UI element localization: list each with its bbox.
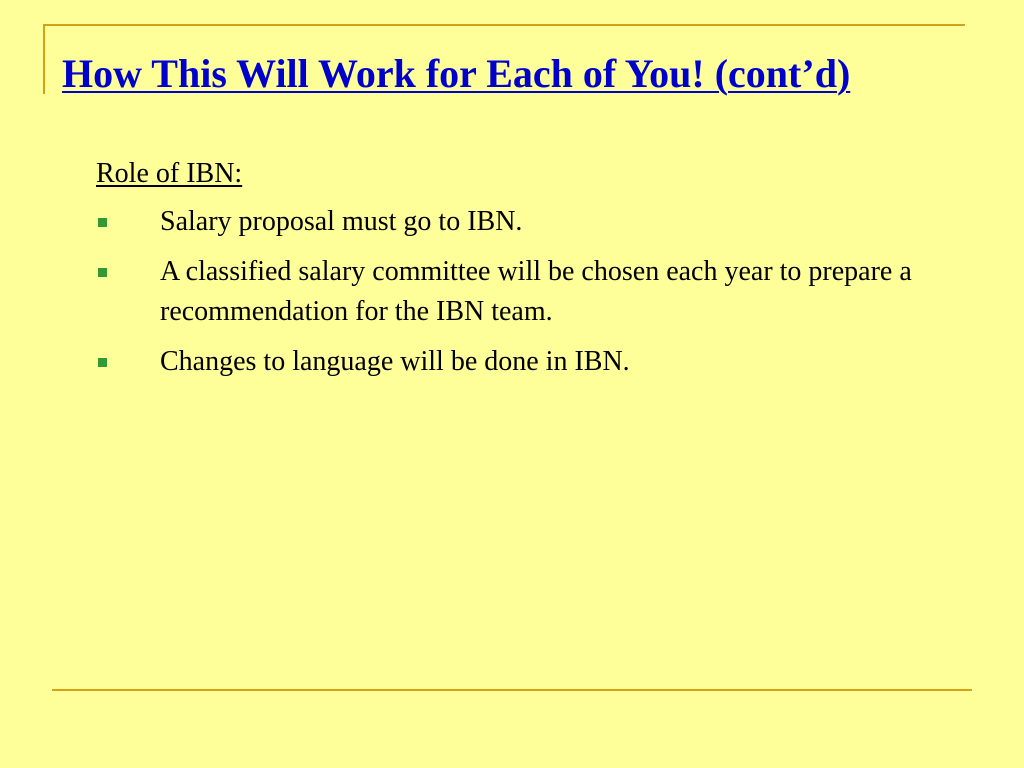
slide-title: How This Will Work for Each of You! (cont’d) xyxy=(62,51,851,96)
square-bullet-icon xyxy=(98,268,107,277)
bullet-text: Salary proposal must go to IBN. xyxy=(160,206,523,237)
bullet-item xyxy=(96,252,966,332)
bullet-list xyxy=(96,202,966,382)
bullet-text: A classified salary committee will be chosen each year to prepare a recommendation for the IBN team. xyxy=(160,256,912,327)
bullet-text: Changes to language will be done in IBN. xyxy=(160,346,630,377)
bullet-item xyxy=(96,342,966,382)
frame-left-line xyxy=(43,24,45,94)
section-label: Role of IBN: xyxy=(96,158,243,189)
frame-top-line xyxy=(43,24,965,26)
frame-bottom-line xyxy=(52,689,972,691)
square-bullet-icon xyxy=(98,218,107,227)
bullet-item xyxy=(96,202,966,242)
slide-content xyxy=(96,156,966,392)
square-bullet-icon xyxy=(98,358,107,367)
